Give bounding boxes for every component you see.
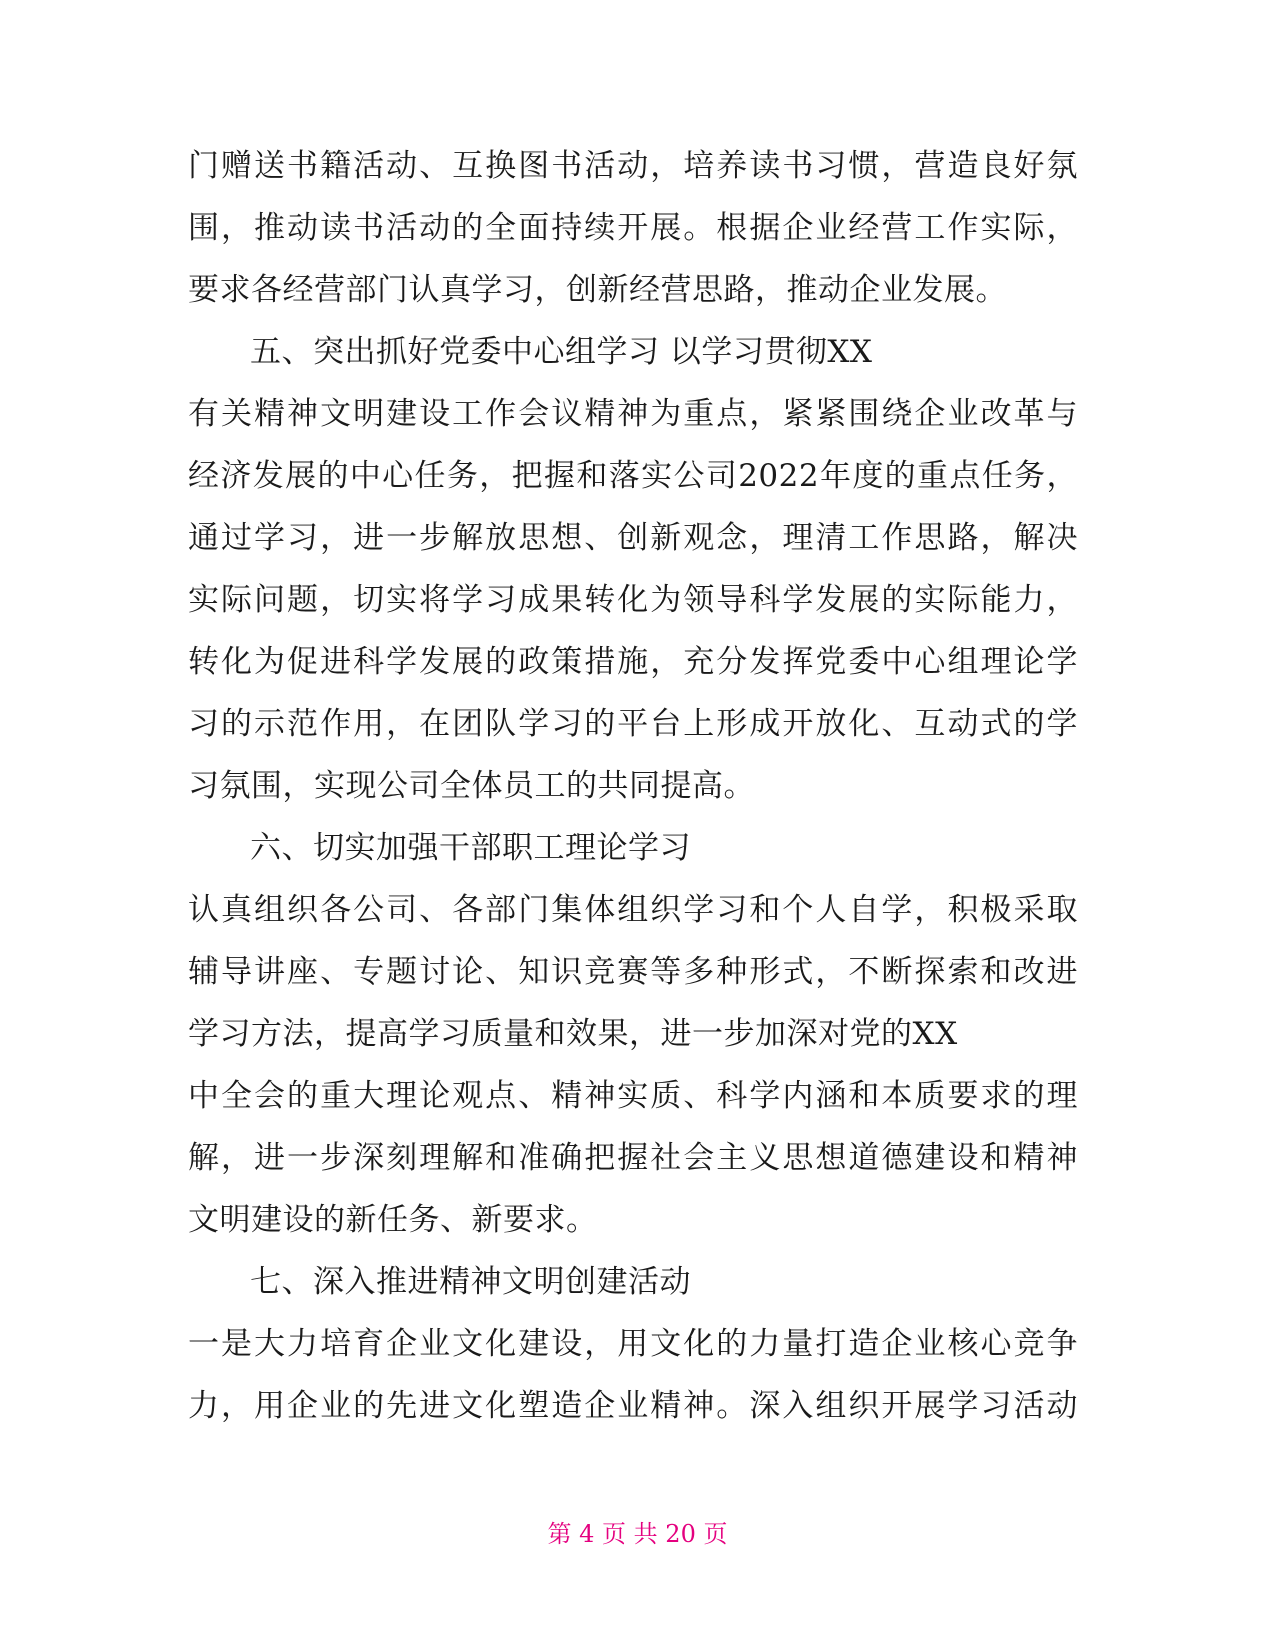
body-line: 要求各经营部门认真学习，创新经营思路，推动企业发展。 — [188, 272, 1007, 308]
section-heading: 七、深入推进精神文明创建活动 — [250, 1264, 691, 1300]
body-line: 习氛围，实现公司全体员工的共同提高。 — [188, 768, 755, 804]
body-line: 学习方法，提高学习质量和效果，进一步加深对党的XX — [188, 1016, 958, 1052]
body-line: 围，推动读书活动的全面持续开展。根据企业经营工作实际， — [188, 210, 1078, 246]
body-line: 中全会的重大理论观点、精神实质、科学内涵和本质要求的理 — [188, 1078, 1078, 1114]
body-line: 有关精神文明建设工作会议精神为重点，紧紧围绕企业改革与 — [188, 396, 1078, 432]
body-line: 认真组织各公司、各部门集体组织学习和个人自学，积极采取 — [188, 892, 1078, 928]
body-line: 习的示范作用，在团队学习的平台上形成开放化、互动式的学 — [188, 706, 1078, 742]
body-line: 解，进一步深刻理解和准确把握社会主义思想道德建设和精神 — [188, 1140, 1078, 1176]
section-heading: 五、突出抓好党委中心组学习 以学习贯彻XX — [250, 334, 873, 370]
body-line: 力，用企业的先进文化塑造企业精神。深入组织开展学习活动 — [188, 1388, 1078, 1424]
page-number-footer: 第 4 页 共 20 页 — [547, 1520, 728, 1548]
section-heading: 六、切实加强干部职工理论学习 — [250, 830, 691, 866]
body-line: 经济发展的中心任务，把握和落实公司2022年度的重点任务， — [188, 458, 1078, 494]
body-line: 转化为促进科学发展的政策措施，充分发挥党委中心组理论学 — [188, 644, 1078, 680]
body-line: 一是大力培育企业文化建设，用文化的力量打造企业核心竞争 — [188, 1326, 1078, 1362]
body-line: 门赠送书籍活动、互换图书活动，培养读书习惯，营造良好氛 — [188, 148, 1078, 184]
body-line: 文明建设的新任务、新要求。 — [188, 1202, 598, 1238]
body-line: 通过学习，进一步解放思想、创新观念，理清工作思路，解决 — [188, 520, 1078, 556]
body-line: 辅导讲座、专题讨论、知识竞赛等多种形式，不断探索和改进 — [188, 954, 1078, 990]
body-line: 实际问题，切实将学习成果转化为领导科学发展的实际能力， — [188, 582, 1078, 618]
